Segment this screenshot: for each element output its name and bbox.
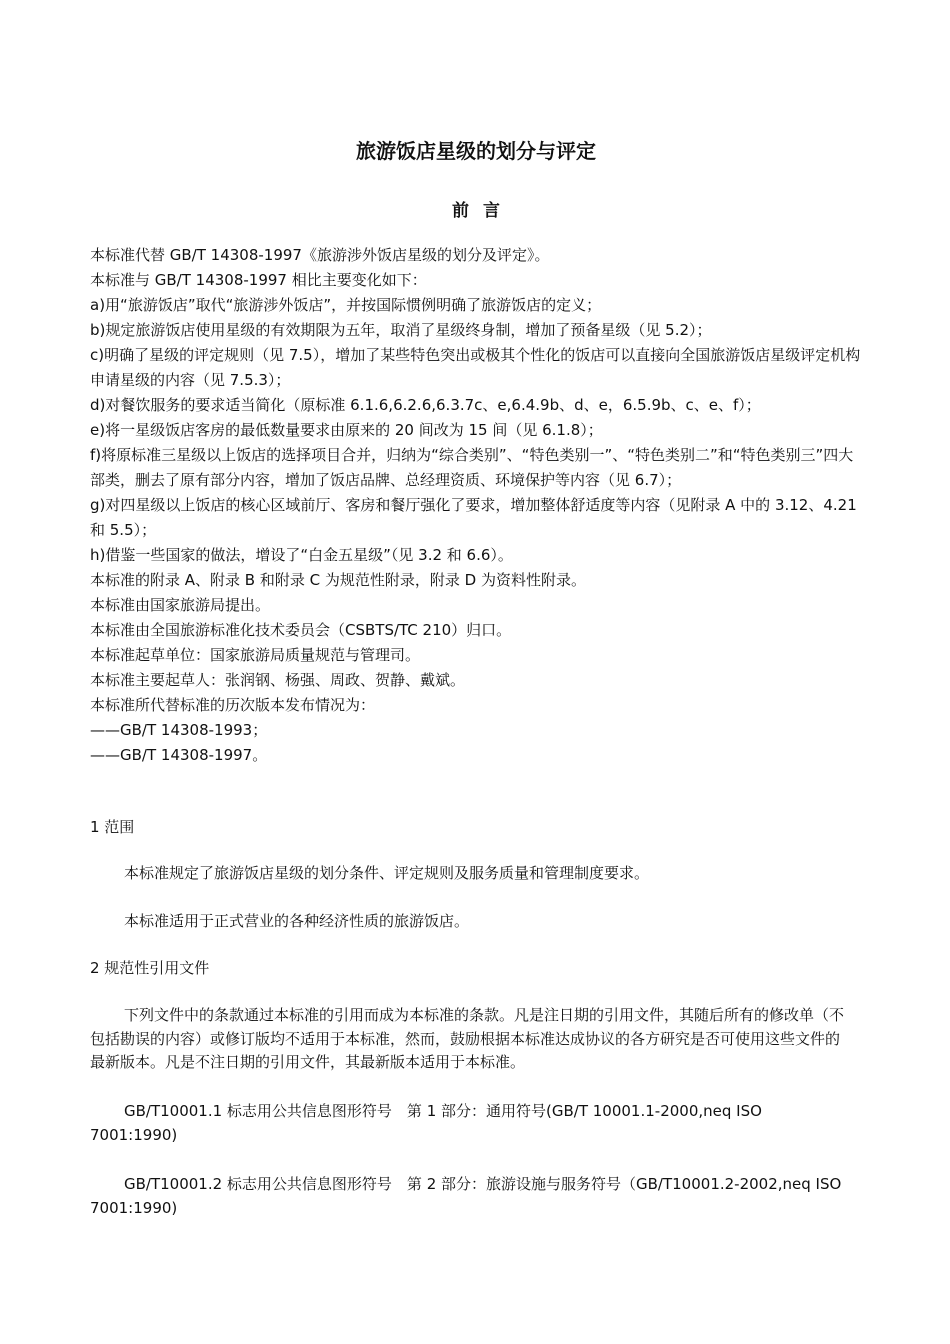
preface-heading: 前言	[452, 201, 514, 221]
document-title: 旅游饭店星级的划分与评定	[356, 139, 596, 163]
preface-line: h)借鉴一些国家的做法，增设了“白金五星级”（见 3.2 和 6.6）。	[90, 546, 513, 564]
preface-line: ——GB/T 14308-1993；	[90, 721, 268, 739]
preface-line: 本标准主要起草人：张润钢、杨强、周政、贺静、戴斌。	[90, 671, 466, 689]
preface-line: f)将原标准三星级以上饭店的选择项目合并，归纳为“综合类别”、“特色类别一”、“特色类别二”和“特色类别三”四大部类，删去了原有部分内容，增加了饭店品牌、总经理资质、环境保护等内容（见 6.7）；	[90, 446, 854, 489]
preface-line: 本标准由国家旅游局提出。	[90, 596, 271, 614]
preface-line: 本标准起草单位：国家旅游局质量规范与管理司。	[90, 646, 421, 664]
normative-reference: GB/T10001.2 标志用公共信息图形符号 第 2 部分：旅游设施与服务符号（GB/T10001.2-2002,neq ISO 7001:1990)	[90, 1175, 842, 1217]
preface-line: d)对餐饮服务的要求适当简化（原标准 6.1.6,6.2.6,6.3.7c、e,6.4.9b、d、e，6.5.9b、c、e、f）；	[90, 396, 761, 414]
preface-body	[90, 243, 862, 768]
section-2-heading: 2 规范性引用文件	[90, 959, 210, 977]
normative-reference: GB/T10001.1 标志用公共信息图形符号 第 1 部分：通用符号(GB/T 10001.1-2000,neq ISO 7001:1990)	[90, 1102, 762, 1144]
preface-line: 本标准代替 GB/T 14308-1997《旅游涉外饭店星级的划分及评定》。	[90, 246, 550, 264]
preface-line: 本标准的附录 A、附录 B 和附录 C 为规范性附录，附录 D 为资料性附录。	[90, 571, 586, 589]
preface-line: b)规定旅游饭店使用星级的有效期限为五年，取消了星级终身制，增加了预备星级（见 5.2）；	[90, 321, 712, 339]
section-1-paragraph: 本标准适用于正式营业的各种经济性质的旅游饭店。	[124, 912, 470, 930]
section-1-heading: 1 范围	[90, 818, 135, 836]
preface-line: 本标准由全国旅游标准化技术委员会（CSBTS/TC 210）归口。	[90, 621, 512, 639]
section-1-paragraph: 本标准规定了旅游饭店星级的划分条件、评定规则及服务质量和管理制度要求。	[124, 864, 650, 882]
preface-line: 本标准所代替标准的历次版本发布情况为：	[90, 696, 376, 714]
preface-line: c)明确了星级的评定规则（见 7.5），增加了某些特色突出或极其个性化的饭店可以直接向全国旅游饭店星级评定机构申请星级的内容（见 7.5.3）；	[90, 346, 861, 389]
preface-line: e)将一星级饭店客房的最低数量要求由原来的 20 间改为 15 间（见 6.1.8）；	[90, 421, 603, 439]
section-2-paragraph: 下列文件中的条款通过本标准的引用而成为本标准的条款。凡是注日期的引用文件，其随后所有的修改单（不包括勘误的内容）或修订版均不适用于本标准，然而，鼓励根据本标准达成协议的各方研究是否可使用这些文件的最新版本。凡是不注日期的引用文件，其最新版本适用于本标准。	[90, 1006, 845, 1071]
preface-line: 本标准与 GB/T 14308-1997 相比主要变化如下：	[90, 271, 427, 289]
preface-line: ——GB/T 14308-1997。	[90, 746, 268, 764]
preface-line: a)用“旅游饭店”取代“旅游涉外饭店”，并按国际惯例明确了旅游饭店的定义；	[90, 296, 602, 314]
preface-line: g)对四星级以上饭店的核心区域前厅、客房和餐厅强化了要求，增加整体舒适度等内容（见附录 A 中的 3.12、4.21 和 5.5）；	[90, 496, 857, 539]
